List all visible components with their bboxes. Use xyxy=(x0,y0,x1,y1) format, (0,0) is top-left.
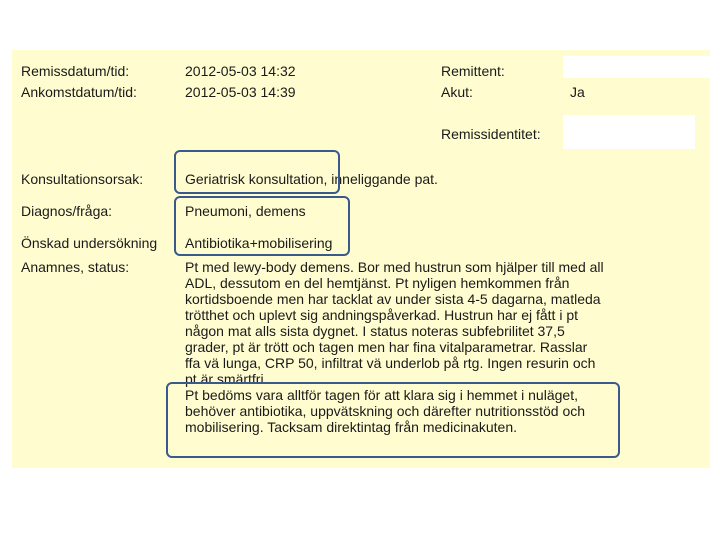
konsultationsorsak-value: Geriatrisk konsultation, inneliggande pat. xyxy=(185,171,438,187)
anamnes-label: Anamnes, status: xyxy=(21,259,130,275)
onskad-undersokning-value: Antibiotika+mobilisering xyxy=(185,235,333,251)
anamnes-line: trötthet och uplevt sig andningspåverkad. Hustrun har ej fått i pt xyxy=(185,307,579,323)
highlight-bedomning xyxy=(166,382,620,458)
diagnos-value: Pneumoni, demens xyxy=(185,203,306,219)
diagnos-label: Diagnos/fråga: xyxy=(21,203,113,219)
remissdatum-value: 2012-05-03 14:32 xyxy=(185,63,296,79)
remissdatum-label: Remissdatum/tid: xyxy=(21,63,130,79)
anamnes-line: ADL, dessutom en del hemtjänst. Pt nyligen hemkommen från xyxy=(185,275,570,291)
anamnes-line: Pt bedöms vara alltför tagen för att klara sig i hemmet i nuläget, xyxy=(185,387,578,403)
anamnes-line: behöver antibiotika, uppvätskning och därefter nutritionsstöd och xyxy=(185,403,586,419)
anamnes-line: Pt med lewy-body demens. Bor med hustrun som hjälper till med all xyxy=(185,259,604,275)
akut-label: Akut: xyxy=(441,84,473,100)
highlight-diagnos-onskad xyxy=(174,196,350,256)
konsultationsorsak-label: Konsultationsorsak: xyxy=(21,171,144,187)
remissidentitet-label: Remissidentitet: xyxy=(441,126,541,142)
akut-value: Ja xyxy=(570,84,585,100)
anamnes-line: någon mat alls sista dygnet. I status noteras subfebrilitet 37,5 xyxy=(185,323,565,339)
anamnes-line: pt är smärtfri. xyxy=(185,371,268,387)
anamnes-line: ffa vä lunga, CRP 50, infiltrat vä underlob på rtg. Ingen resurin och xyxy=(185,355,596,371)
remissidentitet-value-redacted xyxy=(563,115,695,149)
ankomstdatum-label: Ankomstdatum/tid: xyxy=(21,84,137,100)
remittent-label: Remittent: xyxy=(441,63,505,79)
anamnes-line: mobilisering. Tacksam direktintag från medicinakuten. xyxy=(185,419,518,435)
highlight-konsultationsorsak xyxy=(174,150,340,194)
remittent-value-redacted xyxy=(563,56,710,78)
anamnes-line: kortidsboende men har tacklat av under sista 4-5 dagarna, matleda xyxy=(185,291,601,307)
ankomstdatum-value: 2012-05-03 14:39 xyxy=(185,84,296,100)
anamnes-line: grader, pt är trött och tagen men har fina vitalparametrar. Rasslar xyxy=(185,339,588,355)
onskad-undersokning-label: Önskad undersökning xyxy=(21,235,158,251)
